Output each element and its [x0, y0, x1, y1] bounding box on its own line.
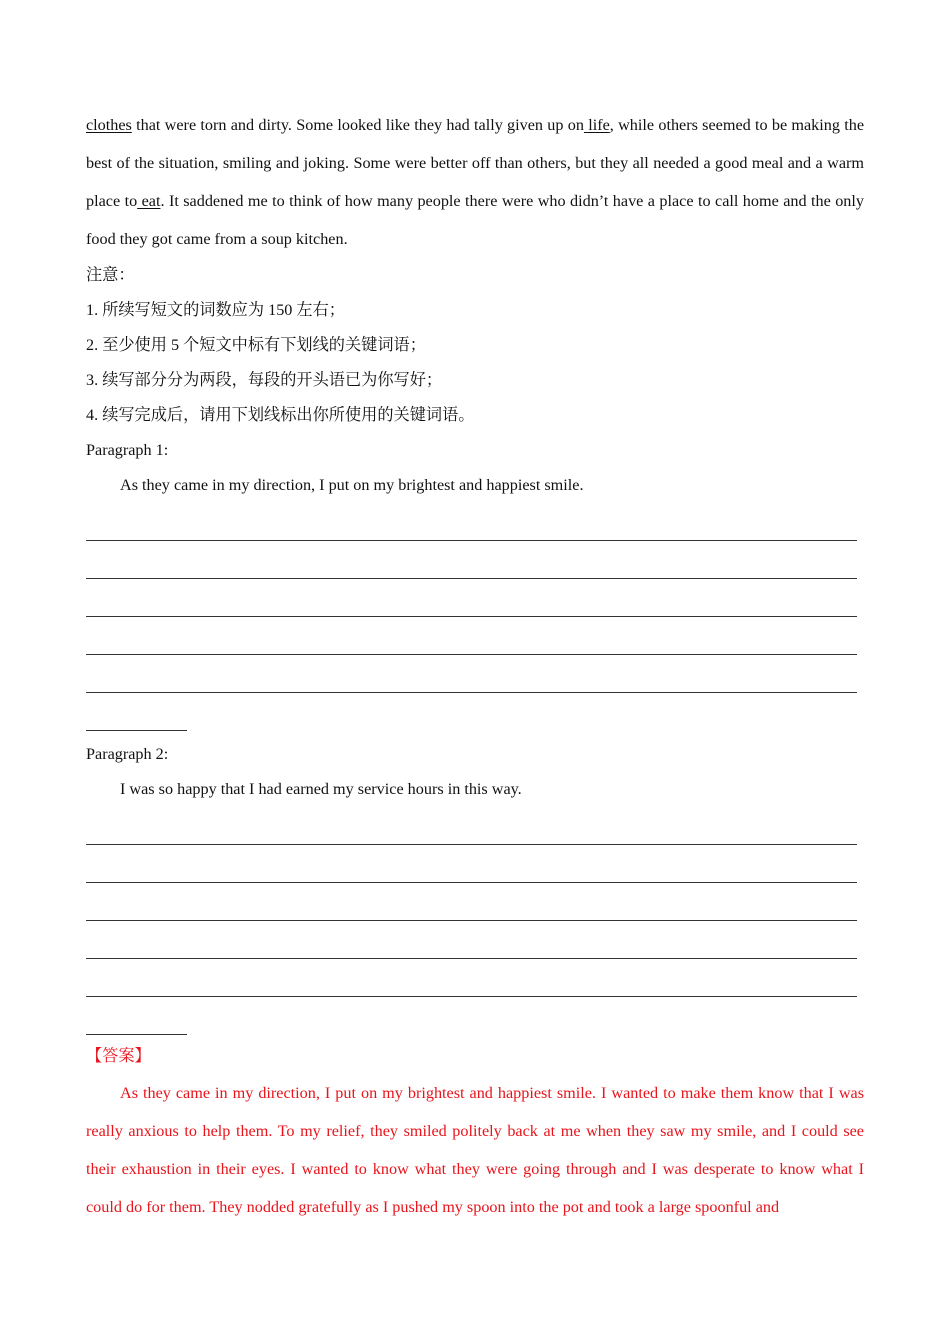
keyword-eat: eat [137, 192, 161, 210]
writing-line[interactable] [86, 503, 857, 541]
writing-line[interactable] [86, 655, 857, 693]
writing-line-short[interactable] [86, 997, 187, 1035]
keyword-life: life [583, 116, 610, 134]
writing-line[interactable] [86, 541, 857, 579]
paragraph2-opening: I was so happy that I had earned my service hours in this way. [120, 780, 522, 798]
writing-line[interactable] [86, 807, 857, 845]
paragraph2-label: Paragraph 2: [86, 745, 169, 763]
writing-line[interactable] [86, 959, 857, 997]
notes-heading: 注意： [86, 266, 135, 284]
note-item-4: 4. 续写完成后，请用下划线标出你所使用的关键词语。 [86, 406, 475, 424]
paragraph1-label: Paragraph 1: [86, 441, 169, 459]
paragraph1-writing-area[interactable] [86, 503, 864, 731]
note-item-2: 2. 至少使用 5 个短文中标有下划线的关键词语； [86, 336, 426, 354]
writing-line[interactable] [86, 617, 857, 655]
answer-text: As they came in my direction, I put on my brightest and happiest smile. I wanted to make them know that I was really anxious to help them. To my relief, they smiled politely back at me when they saw my smile, and I could see their exhaustion in their eyes. I wanted to know what they were going through and I was desperate to know what I could do for them. They nodded gratefully as I pushed my spoon into the pot and took a large spoonful and [86, 1084, 864, 1216]
passage-part-b: , while others seemed to be making the best of the situation, smiling and joking. Some were better off than others, but they all needed a good meal and a warm place to [86, 116, 865, 210]
paragraph1-opening: As they came in my direction, I put on my brightest and happiest smile. [120, 476, 584, 494]
passage-part-c: . It saddened me to think of how many people there were who didn’t have a place to call home and the only food they got came from a soup kitchen. [86, 192, 864, 248]
note-item-3: 3. 续写部分分为两段，每段的开头语已为你写好； [86, 371, 443, 389]
writing-line[interactable] [86, 579, 857, 617]
note-item-1: 1. 所续写短文的词数应为 150 左右； [86, 301, 345, 319]
writing-line[interactable] [86, 921, 857, 959]
content [86, 106, 864, 1226]
writing-line[interactable] [86, 883, 857, 921]
passage-part-a: that were torn and dirty. Some looked like they had tally given up on [131, 116, 584, 134]
passage-text [86, 106, 864, 258]
writing-line-short[interactable] [86, 693, 187, 731]
answer-heading: 【答案】 [86, 1047, 151, 1065]
keyword-clothes: clothes [86, 116, 132, 134]
writing-line[interactable] [86, 845, 857, 883]
paragraph2-writing-area[interactable] [86, 807, 864, 1035]
